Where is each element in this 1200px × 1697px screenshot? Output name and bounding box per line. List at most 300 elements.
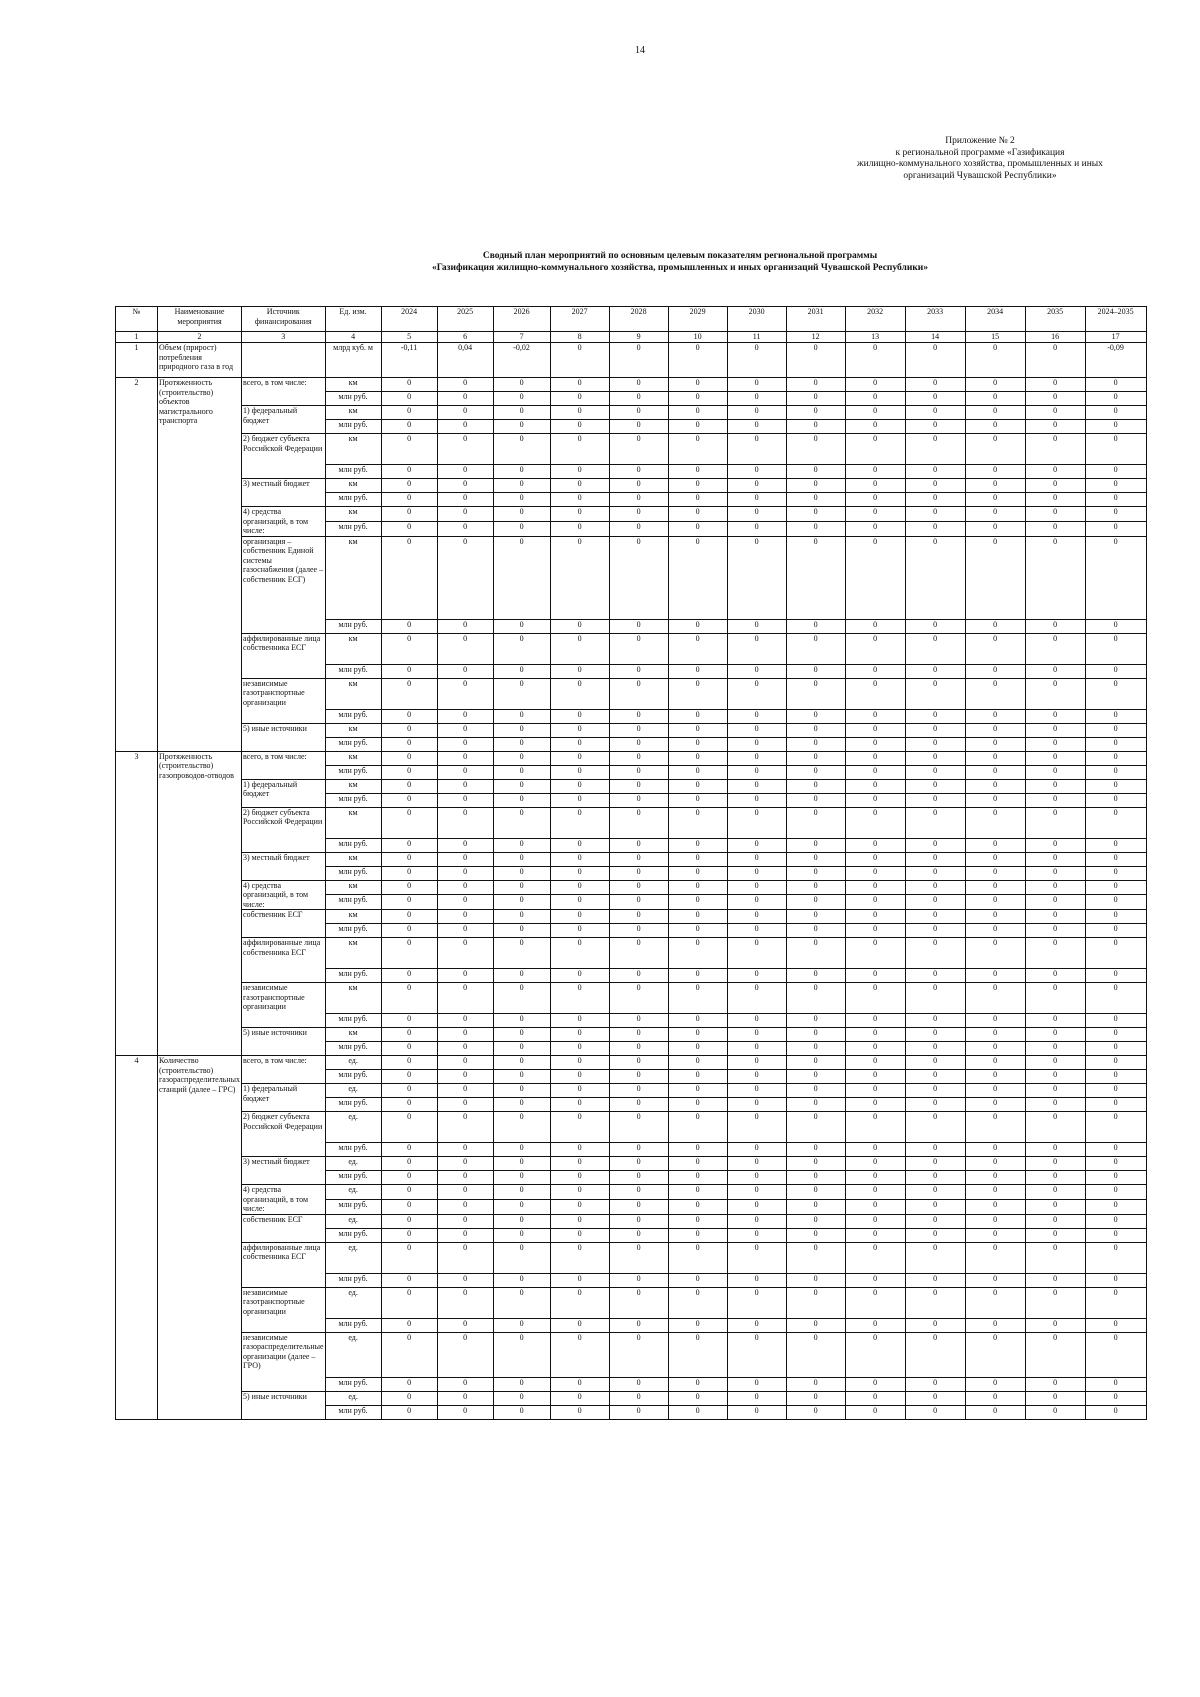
value-cell: 0 (965, 709, 1025, 723)
value-cell: 0 (609, 420, 668, 434)
value-cell: 0 (609, 465, 668, 479)
value-cell: 0 (905, 793, 965, 807)
value-cell: 0 (905, 723, 965, 737)
unit-cell: км (325, 779, 381, 793)
value-cell: 0 (668, 1157, 727, 1171)
value-cell: 0 (437, 678, 493, 709)
value-cell: 0 (493, 807, 550, 838)
value-cell: 0 (1085, 880, 1146, 895)
unit-cell: км (325, 434, 381, 465)
funding-source: организация – собственник Единой системы газоснабжения (далее – собственник ЕСГ) (242, 536, 326, 633)
value-cell: 0 (1025, 1332, 1085, 1377)
value-cell: 0 (786, 838, 845, 852)
funding-source: 2) бюджет субъекта Российской Федерации (242, 807, 326, 852)
value-cell: 0 (727, 969, 786, 983)
measure-name: Протяженность (строительство) газопроводов-отводов (158, 751, 242, 1056)
value-cell: 0 (905, 765, 965, 779)
value-cell: 0 (786, 1042, 845, 1056)
value-cell: 0 (381, 1287, 437, 1318)
value-cell: 0 (905, 633, 965, 664)
table-row (116, 1112, 1147, 1143)
value-cell: 0 (381, 420, 437, 434)
value-cell: 0 (668, 737, 727, 751)
value-cell: 0 (905, 507, 965, 522)
value-cell: 0 (668, 392, 727, 406)
value-cell: 0 (437, 737, 493, 751)
value-cell: 0 (727, 1242, 786, 1273)
value-cell: 0 (905, 465, 965, 479)
value-cell: 0 (437, 507, 493, 522)
value-cell: 0 (550, 938, 609, 969)
value-cell: 0 (905, 751, 965, 765)
value-cell: 0 (493, 633, 550, 664)
value-cell: 0 (609, 1332, 668, 1377)
column-header: 2027 (550, 307, 609, 332)
value-cell: 0 (905, 866, 965, 880)
value-cell: 0 (493, 938, 550, 969)
value-cell: 0 (845, 1273, 905, 1287)
value-cell: 0 (493, 880, 550, 895)
value-cell: 0 (381, 479, 437, 493)
value-cell: 0 (786, 737, 845, 751)
value-cell: 0 (1085, 723, 1146, 737)
value-cell: 0 (668, 852, 727, 866)
value-cell: 0 (786, 1143, 845, 1157)
value-cell: 0 (965, 1084, 1025, 1098)
value-cell: 0 (1025, 765, 1085, 779)
value-cell: 0 (550, 434, 609, 465)
value-cell: 0 (381, 1199, 437, 1214)
value-cell: 0 (381, 536, 437, 619)
value-cell: 0 (905, 493, 965, 507)
value-cell: 0 (845, 709, 905, 723)
value-cell: 0 (905, 1014, 965, 1028)
value-cell: 0 (381, 521, 437, 536)
value-cell: 0 (381, 1242, 437, 1273)
value-cell: 0 (381, 1171, 437, 1185)
value-cell: 0 (845, 536, 905, 619)
value-cell: 0 (786, 434, 845, 465)
unit-cell: млн руб. (325, 924, 381, 938)
funding-source: 5) иные источники (242, 1391, 326, 1419)
value-cell: 0 (1085, 633, 1146, 664)
value-cell: 0 (550, 983, 609, 1014)
column-number: 3 (242, 332, 326, 343)
value-cell: 0 (609, 709, 668, 723)
value-cell: 0 (965, 1228, 1025, 1242)
value-cell: 0 (550, 507, 609, 522)
unit-cell: млн руб. (325, 1014, 381, 1028)
value-cell: 0 (905, 378, 965, 392)
value-cell: 0 (381, 1028, 437, 1042)
value-cell: 0 (727, 392, 786, 406)
value-cell: 0 (550, 1112, 609, 1143)
value-cell: 0 (609, 751, 668, 765)
value-cell: 0 (1025, 1042, 1085, 1056)
unit-cell: ед. (325, 1242, 381, 1273)
value-cell: 0 (1025, 880, 1085, 895)
column-header: Ед. изм. (325, 307, 381, 332)
value-cell: 0 (905, 852, 965, 866)
value-cell: 0 (493, 1199, 550, 1214)
value-cell: 0 (727, 895, 786, 910)
value-cell: 0 (727, 1143, 786, 1157)
value-cell: 0 (727, 633, 786, 664)
value-cell: 0 (381, 619, 437, 633)
value-cell: 0 (1025, 838, 1085, 852)
funding-source: аффилированные лица собственника ЕСГ (242, 633, 326, 678)
value-cell: 0 (845, 910, 905, 924)
value-cell: 0 (493, 479, 550, 493)
value-cell: 0 (845, 420, 905, 434)
value-cell: 0 (965, 664, 1025, 678)
value-cell: 0 (727, 493, 786, 507)
value-cell: 0 (786, 1332, 845, 1377)
value-cell: 0 (1025, 1028, 1085, 1042)
value-cell: 0 (493, 793, 550, 807)
value-cell: 0 (493, 1070, 550, 1084)
column-number: 11 (727, 332, 786, 343)
value-cell: 0 (668, 751, 727, 765)
value-cell: 0 (1025, 493, 1085, 507)
funding-source: 4) средства организаций, в том числе: (242, 1185, 326, 1215)
value-cell: 0 (381, 507, 437, 522)
value-cell: 0 (437, 793, 493, 807)
unit-cell: км (325, 678, 381, 709)
column-header: Источник финансирования (242, 307, 326, 332)
value-cell: 0 (381, 751, 437, 765)
appendix-line: жилищно-коммунального хозяйства, промышленных и иных (857, 159, 1103, 169)
value-cell: 0 (965, 1042, 1025, 1056)
funding-source: 5) иные источники (242, 1028, 326, 1056)
value-cell: 0 (727, 434, 786, 465)
value-cell: 0 (965, 779, 1025, 793)
title-line: «Газификация жилищно-коммунального хозяйства, промышленных и иных организаций Чувашской Республики» (431, 263, 929, 273)
value-cell: 0 (550, 838, 609, 852)
value-cell: 0 (550, 479, 609, 493)
value-cell: 0 (1085, 1171, 1146, 1185)
value-cell: 0 (965, 493, 1025, 507)
value-cell: 0 (786, 465, 845, 479)
value-cell: 0 (965, 793, 1025, 807)
value-cell: 0 (493, 664, 550, 678)
value-cell: 0 (550, 1199, 609, 1214)
value-cell: 0 (381, 1318, 437, 1332)
value-cell: 0 (905, 1391, 965, 1405)
value-cell: 0 (1085, 406, 1146, 420)
value-cell: 0 (550, 969, 609, 983)
value-cell: 0 (905, 343, 965, 378)
value-cell: 0 (668, 343, 727, 378)
value-cell: 0 (845, 406, 905, 420)
value-cell: 0 (845, 1084, 905, 1098)
value-cell: 0 (1025, 664, 1085, 678)
measure-name: Количество (строительство) газораспределительных станций (далее – ГРС) (158, 1056, 242, 1420)
value-cell: 0 (550, 1287, 609, 1318)
value-cell: 0 (727, 737, 786, 751)
value-cell: 0 (905, 1185, 965, 1200)
value-cell: 0 (786, 1028, 845, 1042)
column-number: 10 (668, 332, 727, 343)
value-cell: 0 (493, 1391, 550, 1405)
value-cell: 0 (1025, 1287, 1085, 1318)
value-cell: 0 (437, 1070, 493, 1084)
value-cell: 0 (786, 619, 845, 633)
value-cell: 0 (1085, 678, 1146, 709)
value-cell: 0 (727, 343, 786, 378)
value-cell: 0 (550, 737, 609, 751)
column-header: 2029 (668, 307, 727, 332)
value-cell: 0 (493, 678, 550, 709)
value-cell: 0 (965, 1171, 1025, 1185)
value-cell: 0 (1025, 619, 1085, 633)
value-cell: 0 (550, 1185, 609, 1200)
value-cell: 0 (381, 1332, 437, 1377)
value-cell: 0 (493, 1157, 550, 1171)
value-cell: 0 (550, 880, 609, 895)
value-cell: 0 (727, 723, 786, 737)
unit-cell: ед. (325, 1084, 381, 1098)
value-cell: 0 (845, 924, 905, 938)
unit-cell: млн руб. (325, 895, 381, 910)
value-cell: 0 (493, 1084, 550, 1098)
value-cell: 0 (727, 619, 786, 633)
funding-source: аффилированные лица собственника ЕСГ (242, 1242, 326, 1287)
value-cell: 0 (845, 378, 905, 392)
value-cell: 0 (845, 1098, 905, 1112)
value-cell: 0 (845, 1014, 905, 1028)
value-cell: 0 (1025, 507, 1085, 522)
table-row (116, 1242, 1147, 1273)
value-cell: 0 (905, 1332, 965, 1377)
value-cell: 0 (727, 983, 786, 1014)
column-number: 7 (493, 332, 550, 343)
value-cell: 0 (550, 852, 609, 866)
value-cell: 0 (727, 1287, 786, 1318)
unit-cell: млн руб. (325, 493, 381, 507)
value-cell: 0 (965, 343, 1025, 378)
unit-cell: ед. (325, 1391, 381, 1405)
value-cell: 0 (609, 1070, 668, 1084)
value-cell: 0 (609, 938, 668, 969)
unit-cell: млн руб. (325, 1070, 381, 1084)
value-cell: 0 (550, 895, 609, 910)
value-cell: 0 (668, 1185, 727, 1200)
value-cell: 0 (905, 1157, 965, 1171)
value-cell: 0 (381, 664, 437, 678)
value-cell: 0 (965, 434, 1025, 465)
value-cell: 0 (381, 1014, 437, 1028)
value-cell: 0 (493, 1056, 550, 1070)
value-cell: 0 (437, 434, 493, 465)
value-cell: 0 (437, 406, 493, 420)
value-cell: 0 (727, 1185, 786, 1200)
value-cell: 0 (727, 1214, 786, 1228)
funding-source: 4) средства организаций, в том числе: (242, 880, 326, 910)
value-cell: 0 (437, 1056, 493, 1070)
value-cell: 0 (609, 1287, 668, 1318)
value-cell: 0 (437, 1028, 493, 1042)
column-header: 2024 (381, 307, 437, 332)
value-cell: 0 (493, 1098, 550, 1112)
value-cell: 0 (905, 910, 965, 924)
appendix-line: организаций Чувашской Республики» (903, 170, 1057, 181)
value-cell: 0 (905, 983, 965, 1014)
unit-cell: км (325, 536, 381, 619)
funding-source: 3) местный бюджет (242, 479, 326, 507)
value-cell: 0 (550, 1143, 609, 1157)
value-cell: 0 (550, 678, 609, 709)
value-cell: 0 (1025, 866, 1085, 880)
value-cell: 0 (845, 1171, 905, 1185)
value-cell: 0 (437, 392, 493, 406)
unit-cell: км (325, 983, 381, 1014)
value-cell: 0 (1025, 1171, 1085, 1185)
value-cell: 0 (1025, 1084, 1085, 1098)
value-cell: 0 (381, 1056, 437, 1070)
value-cell: 0 (493, 1318, 550, 1332)
value-cell: 0 (845, 1199, 905, 1214)
value-cell: 0 (965, 807, 1025, 838)
value-cell: 0 (786, 1287, 845, 1318)
value-cell: 0 (381, 392, 437, 406)
value-cell: 0 (1025, 1157, 1085, 1171)
value-cell: 0 (965, 866, 1025, 880)
value-cell: 0 (550, 392, 609, 406)
value-cell: 0 (550, 709, 609, 723)
value-cell: 0 (550, 420, 609, 434)
table-row (116, 779, 1147, 793)
value-cell: 0 (786, 633, 845, 664)
unit-cell: ед. (325, 1214, 381, 1228)
value-cell: 0 (845, 1318, 905, 1332)
value-cell: 0 (727, 1112, 786, 1143)
value-cell: 0 (381, 1228, 437, 1242)
value-cell: 0 (668, 779, 727, 793)
value-cell: 0 (668, 1098, 727, 1112)
value-cell: 0 (493, 924, 550, 938)
value-cell: 0 (493, 406, 550, 420)
value-cell: 0 (437, 1405, 493, 1419)
value-cell: 0 (493, 434, 550, 465)
value-cell: 0 (905, 779, 965, 793)
value-cell: 0 (437, 1014, 493, 1028)
value-cell: 0 (786, 1098, 845, 1112)
value-cell: 0 (727, 1098, 786, 1112)
value-cell: 0 (1025, 343, 1085, 378)
unit-cell: млн руб. (325, 420, 381, 434)
value-cell: 0 (609, 1098, 668, 1112)
funding-source: 2) бюджет субъекта Российской Федерации (242, 434, 326, 479)
value-cell: 0 (381, 1042, 437, 1056)
unit-cell: млн руб. (325, 1228, 381, 1242)
value-cell: 0 (845, 619, 905, 633)
value-cell: 0 (493, 779, 550, 793)
value-cell: 0 (381, 880, 437, 895)
value-cell: 0 (845, 938, 905, 969)
value-cell: 0 (965, 392, 1025, 406)
value-cell: 0 (609, 1273, 668, 1287)
title-line: Сводный план мероприятий по основным целевым показателям региональной программы (482, 251, 878, 261)
table-row (116, 633, 1147, 664)
value-cell: 0 (668, 1242, 727, 1273)
value-cell: 0 (786, 1157, 845, 1171)
value-cell: 0 (1025, 521, 1085, 536)
value-cell: 0 (845, 434, 905, 465)
value-cell: 0 (1085, 895, 1146, 910)
value-cell: 0 (609, 664, 668, 678)
table-row (116, 378, 1147, 392)
value-cell: 0 (437, 1377, 493, 1391)
value-cell: 0 (381, 493, 437, 507)
value-cell: 0 (668, 521, 727, 536)
value-cell: 0 (786, 1273, 845, 1287)
table-row (116, 1391, 1147, 1405)
value-cell: 0 (609, 1318, 668, 1332)
column-header: 2035 (1025, 307, 1085, 332)
value-cell: 0 (845, 1242, 905, 1273)
value-cell: 0 (727, 1391, 786, 1405)
value-cell: 0 (381, 924, 437, 938)
value-cell: 0 (965, 751, 1025, 765)
value-cell: 0 (381, 779, 437, 793)
value-cell: 0 (905, 969, 965, 983)
value-cell: 0,04 (437, 343, 493, 378)
value-cell: 0 (1025, 406, 1085, 420)
table-row (116, 1157, 1147, 1171)
value-cell: 0 (493, 1228, 550, 1242)
value-cell: 0 (845, 1377, 905, 1391)
value-cell: 0 (786, 1185, 845, 1200)
value-cell: 0 (609, 969, 668, 983)
value-cell: 0 (905, 1287, 965, 1318)
value-cell: 0 (493, 910, 550, 924)
unit-cell: млн руб. (325, 521, 381, 536)
value-cell: 0 (609, 866, 668, 880)
value-cell: 0 (1085, 1228, 1146, 1242)
value-cell: 0 (845, 838, 905, 852)
value-cell: 0 (845, 751, 905, 765)
value-cell: 0 (1085, 983, 1146, 1014)
value-cell: 0 (550, 1214, 609, 1228)
value-cell: 0 (905, 1214, 965, 1228)
column-number-row (116, 332, 1147, 343)
measure-name: Протяженность (строительство) объектов магистрального транспорта (158, 378, 242, 752)
value-cell: 0 (727, 1084, 786, 1098)
value-cell: 0 (1085, 1287, 1146, 1318)
value-cell: 0 (965, 969, 1025, 983)
value-cell: 0 (1085, 664, 1146, 678)
value-cell: 0 (381, 378, 437, 392)
value-cell: 0 (845, 983, 905, 1014)
value-cell: 0 (609, 910, 668, 924)
appendix-line: Приложение № 2 (945, 136, 1015, 146)
appendix-note (830, 136, 1130, 182)
value-cell: 0 (786, 1242, 845, 1273)
value-cell: 0 (1085, 1098, 1146, 1112)
value-cell: 0 (965, 1273, 1025, 1287)
value-cell: 0 (845, 1028, 905, 1042)
value-cell: 0 (493, 1014, 550, 1028)
value-cell: 0 (437, 910, 493, 924)
table-row (116, 434, 1147, 465)
value-cell: 0 (965, 1028, 1025, 1042)
value-cell: 0 (965, 507, 1025, 522)
value-cell: 0 (727, 465, 786, 479)
row-number: 1 (116, 343, 158, 378)
funding-source (242, 343, 326, 378)
value-cell: 0 (550, 1028, 609, 1042)
